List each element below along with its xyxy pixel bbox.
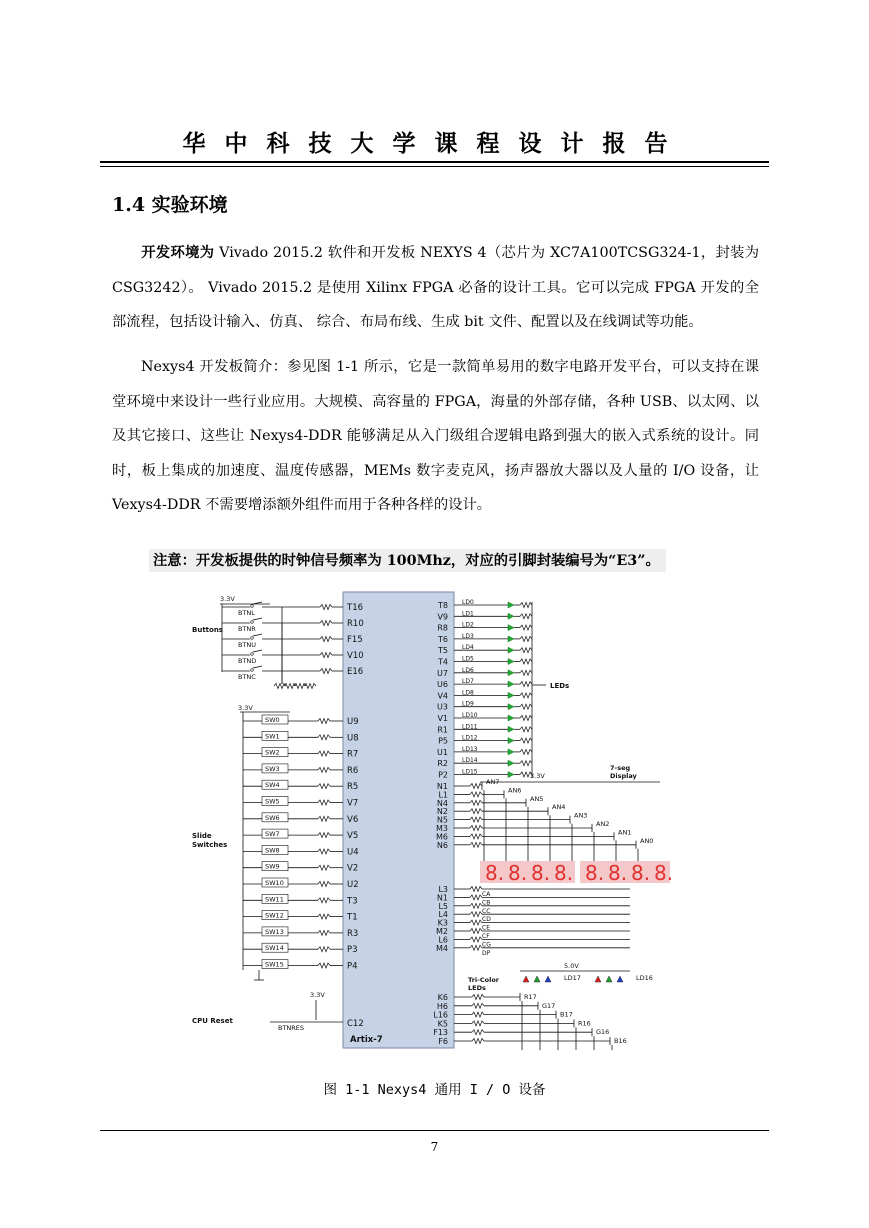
switch-pin: V6 — [347, 814, 359, 825]
section-title: 1.4 实验环境 — [112, 194, 228, 216]
button-pin: E16 — [347, 667, 364, 677]
group-label-switches: Switches — [192, 841, 228, 849]
switch-contact — [251, 653, 254, 656]
resistor-symbol — [470, 912, 482, 917]
button-pin: V10 — [347, 651, 364, 661]
resistor-symbol — [470, 792, 482, 797]
cathode-label: DP — [482, 949, 491, 957]
led-diode — [508, 726, 514, 732]
tricolor-label: G17 — [542, 1001, 556, 1010]
led-label: LD0 — [462, 599, 474, 606]
led-diode — [508, 692, 514, 698]
resistor-symbol — [318, 930, 330, 935]
led-diode — [508, 647, 514, 653]
switch-label: SW3 — [265, 764, 280, 773]
group-label-display: Display — [610, 772, 637, 780]
switch-pin: P3 — [347, 945, 358, 956]
resistor-symbol — [520, 682, 532, 687]
resistor-symbol — [470, 834, 482, 839]
switch-pin: T3 — [347, 896, 358, 907]
button-pin: F15 — [347, 635, 363, 645]
group-label-display: 7-seg — [610, 764, 631, 772]
resistor-symbol — [470, 809, 482, 814]
led-label: LD10 — [462, 712, 478, 719]
cathode-label: CB — [482, 899, 491, 907]
led-pin: R2 — [437, 759, 448, 769]
anode-pin: M6 — [436, 832, 448, 842]
led-pin: R1 — [437, 725, 448, 735]
resistor-symbol — [318, 833, 330, 838]
switch-label: SW1 — [265, 732, 280, 741]
resistor-symbol — [470, 895, 482, 900]
resistor-symbol — [520, 614, 532, 619]
led-pin: U3 — [437, 702, 448, 712]
paragraph-lead: 开发环境为 — [141, 245, 215, 261]
seven-seg-digit: 8. — [531, 861, 551, 885]
led-label: LD9 — [462, 700, 474, 708]
cathode-label: CD — [482, 916, 491, 924]
resistor-symbol — [318, 898, 330, 903]
switch-label: SW8 — [265, 846, 280, 855]
group-label-switches: Slide — [192, 832, 212, 840]
led-pin: T6 — [438, 634, 448, 644]
anode-pin: N2 — [436, 807, 448, 817]
switch-label: SW12 — [265, 911, 284, 920]
resistor-symbol — [520, 670, 532, 675]
paragraph-body: Nexys4 开发板简介：参见图 1-1 所示，它是一款简单易用的数字电路开发平台，可以支持在课堂环境中来设计一些行业应用。大规模、高容量的 FPGA，海量的外部存储，各种 USB、以太网、以及其它接口、这些让 Nexys4-DDR 能够满足从入门级组合逻辑电路到强大的嵌入式系统的设计。同时，板上集成的加速度、温度传感器，MEMs 数字麦克风，扬声器放大器以及人量的 I/O 设备，让 Vexys4-DDR 不需要增添额外组件而用于各种各样的设计。 — [112, 359, 759, 513]
anode-pin: N5 — [436, 815, 448, 825]
anode-label: AN7 — [486, 778, 500, 786]
led-diode — [508, 602, 514, 608]
resistor-symbol — [318, 784, 330, 789]
led-label: LD7 — [462, 678, 474, 686]
resistor-symbol — [520, 704, 532, 709]
switch-pin: U9 — [347, 717, 359, 727]
seven-seg-digit: 8. — [508, 861, 528, 885]
resistor-symbol — [472, 1030, 484, 1035]
anode-label: AN3 — [574, 811, 588, 820]
cathode-pin: N1 — [436, 893, 448, 903]
led-diode — [508, 636, 514, 642]
anode-pin: N6 — [436, 840, 448, 850]
resistor-symbol — [520, 761, 532, 766]
rgb-led-diode — [545, 976, 551, 982]
resistor-symbol — [320, 637, 332, 642]
led-label: LD4 — [462, 644, 474, 652]
switch-lever — [253, 666, 262, 668]
voltage-label: 3.3V — [220, 595, 235, 603]
led-diode — [508, 659, 514, 665]
led-diode — [508, 715, 514, 721]
paragraph-body: Vivado 2015.2 软件和开发板 NEXYS 4（芯片为 XC7A100TCSG324-1，封装为 CSG3242）。 Vivado 2015.2 是使用 Xilinx FPGA 必备的设计工具。它可以完成 FPGA 开发的全部流程，包括设计输入、仿真、 综合、布局布线、生成 bit 文件、配置以及在线调试等功能。 — [112, 245, 760, 330]
anode-label: AN6 — [508, 786, 522, 795]
anode-pin: N1 — [436, 782, 448, 791]
switch-lever — [253, 650, 262, 652]
resistor-symbol — [520, 738, 532, 743]
resistor-symbol — [320, 621, 332, 626]
led-pin: T4 — [438, 657, 448, 667]
resistor-symbol — [472, 1021, 484, 1026]
seven-seg-digit: 8. — [631, 861, 651, 885]
seven-seg-digit: 8. — [485, 861, 505, 885]
voltage-label: 3.3V — [238, 704, 253, 712]
voltage-label: 3.3V — [310, 991, 325, 999]
paragraph-environment — [112, 236, 759, 340]
resistor-symbol — [520, 625, 532, 630]
chip-label: Artix-7 — [350, 1035, 383, 1045]
tricolor-pin: K6 — [437, 993, 448, 1002]
switch-pin: U2 — [347, 880, 359, 890]
resistor-symbol — [318, 865, 330, 870]
led-label: LD11 — [462, 723, 478, 731]
page-number: 7 — [430, 1140, 439, 1154]
resistor-symbol — [470, 929, 482, 934]
switch-label: SW4 — [265, 781, 280, 790]
resistor-symbol — [318, 735, 330, 740]
clock-note: 注意：开发板提供的时钟信号频率为 100Mhz，对应的引脚封装编号为“E3”。 — [149, 549, 666, 572]
led-label: LD6 — [462, 666, 474, 674]
resistor-symbol — [320, 653, 332, 658]
rgb-led-diode — [595, 976, 601, 982]
group-label-tricolor: Tri-Color — [468, 976, 499, 984]
switch-label: SW9 — [265, 862, 280, 871]
switch-pin: R5 — [347, 782, 359, 793]
led-pin: V1 — [437, 714, 448, 723]
figure-caption: 图 1-1 Nexys4 通用 I / O 设备 — [323, 1082, 546, 1098]
led-diode — [508, 625, 514, 631]
resistor-symbol — [520, 693, 532, 698]
cathode-pin: M2 — [436, 927, 448, 936]
voltage-label: 3.3V — [530, 772, 545, 780]
resistor-symbol — [470, 903, 482, 908]
cathode-pin: L4 — [438, 910, 448, 920]
tricolor-label: R16 — [578, 1019, 591, 1028]
resistor-symbol — [470, 937, 482, 942]
resistor-symbol — [472, 1003, 484, 1008]
led-label: LD12 — [462, 734, 478, 742]
paragraph-nexys4 — [112, 350, 759, 523]
resistor-symbol — [318, 719, 330, 724]
resistor-symbol — [470, 826, 482, 831]
header-rule-thin — [100, 166, 769, 167]
switch-contact — [251, 605, 254, 608]
resistor-symbol — [470, 784, 482, 789]
led-pin: R8 — [437, 623, 448, 633]
tricolor-label: B16 — [614, 1037, 627, 1045]
tricolor-label: R17 — [524, 993, 537, 1001]
resistor-symbol — [318, 882, 330, 887]
led-label: LD1 — [462, 610, 474, 618]
cathode-label: CC — [482, 907, 491, 915]
switch-pin: V2 — [347, 863, 359, 874]
switch-label: SW15 — [265, 960, 284, 969]
resistor-symbol — [520, 716, 532, 721]
seven-seg-digit: 8. — [608, 861, 628, 885]
cathode-pin: K3 — [437, 918, 448, 928]
led-diode — [508, 681, 514, 687]
resistor-symbol — [318, 914, 330, 919]
led-label: LD15 — [462, 768, 478, 776]
switch-contact — [251, 669, 254, 672]
led-diode — [508, 738, 514, 744]
resistor-symbol — [470, 817, 482, 822]
switch-pin: U4 — [347, 847, 359, 858]
resistor-symbol — [318, 751, 330, 756]
switch-pin: R3 — [347, 928, 359, 939]
seven-seg-digit: 8. — [654, 861, 674, 885]
resistor-symbol — [520, 636, 532, 641]
voltage-label: 5.0V — [564, 962, 579, 970]
nexys4-io-figure — [190, 590, 680, 1050]
switch-label: SW0 — [265, 716, 280, 724]
led-pin: T5 — [438, 646, 448, 656]
tricolor-led-name: LD16 — [636, 974, 653, 982]
resistor-symbol — [318, 947, 330, 952]
resistor-symbol — [520, 749, 532, 754]
group-label-reset: CPU Reset — [192, 1017, 233, 1025]
switch-label: SW5 — [265, 797, 280, 806]
report-header: 华中科技大学课程设计报告 — [182, 130, 687, 157]
led-pin: T8 — [438, 601, 448, 610]
cathode-label: CE — [482, 924, 490, 932]
switch-label: SW7 — [265, 830, 280, 839]
led-label: LD3 — [462, 632, 474, 640]
switch-pin: R6 — [347, 765, 359, 776]
button-pin: R10 — [347, 619, 364, 629]
switch-label: SW10 — [265, 879, 284, 887]
rgb-led-diode — [606, 976, 612, 982]
cathode-pin: L5 — [438, 901, 448, 911]
resistor-symbol — [520, 648, 532, 653]
led-diode — [508, 613, 514, 619]
anode-pin: L1 — [438, 790, 448, 800]
footer-rule — [100, 1130, 769, 1131]
cathode-pin: M4 — [436, 943, 448, 953]
tricolor-label: G16 — [596, 1028, 610, 1037]
led-diode — [508, 670, 514, 676]
resistor-symbol — [470, 887, 482, 892]
tricolor-pin: L16 — [433, 1010, 448, 1020]
tricolor-pin: F13 — [433, 1028, 448, 1038]
led-pin: V4 — [437, 691, 448, 701]
resistor-symbol — [318, 963, 330, 968]
resistor-symbol — [318, 767, 330, 772]
rgb-led-diode — [523, 976, 529, 982]
led-label: LD13 — [462, 745, 478, 753]
resistor-symbol — [472, 1039, 484, 1044]
led-diode — [508, 704, 514, 710]
cathode-label: CG — [482, 941, 491, 949]
group-label-tricolor: LEDs — [468, 984, 486, 992]
anode-label: AN1 — [618, 828, 632, 837]
button-pin: T16 — [347, 603, 364, 613]
tricolor-pin: F6 — [438, 1037, 448, 1046]
led-diode — [508, 760, 514, 766]
cathode-pin: L6 — [438, 935, 448, 945]
led-label: LD2 — [462, 621, 474, 629]
button-label: BTNC — [238, 673, 256, 681]
switch-label: SW13 — [265, 927, 284, 936]
resistor-symbol — [470, 800, 482, 805]
switch-contact — [251, 621, 254, 624]
button-label: BTNU — [238, 641, 257, 649]
cathode-label: CF — [482, 933, 490, 940]
anode-pin: N4 — [436, 798, 448, 808]
led-label: LD5 — [462, 655, 474, 663]
seven-seg-digit: 8. — [554, 861, 574, 885]
led-diode — [508, 749, 514, 755]
led-diode — [508, 772, 514, 778]
resistor-symbol — [472, 1012, 484, 1017]
anode-label: AN5 — [530, 794, 544, 803]
resistor-symbol — [520, 659, 532, 664]
tricolor-label: B17 — [560, 1010, 573, 1019]
led-pin: P2 — [438, 770, 448, 780]
led-label: LD8 — [462, 689, 474, 697]
resistor-symbol — [520, 727, 532, 732]
io-schematic — [190, 590, 680, 1050]
resistor-symbol — [472, 995, 484, 1000]
switch-label: SW2 — [265, 748, 280, 757]
header-rule-thick — [100, 161, 769, 163]
led-pin: U7 — [437, 668, 448, 678]
cathode-label: CA — [482, 891, 491, 898]
led-pin: V9 — [437, 612, 448, 622]
resistor-symbol — [470, 945, 482, 950]
tricolor-led-name: LD17 — [564, 974, 581, 982]
resistor-symbol — [318, 849, 330, 854]
rgb-led-diode — [617, 976, 623, 982]
button-label: BTNR — [238, 625, 256, 633]
switch-label: SW14 — [265, 944, 284, 953]
tricolor-pin: H6 — [436, 1001, 448, 1011]
switch-label: SW6 — [265, 813, 280, 822]
resistor-symbol — [318, 816, 330, 821]
switch-lever — [253, 618, 262, 620]
led-label: LD14 — [462, 757, 478, 765]
anode-pin: M3 — [436, 824, 448, 833]
resistor-symbol — [470, 920, 482, 925]
button-label: BTNL — [238, 609, 255, 617]
resistor-symbol — [318, 800, 330, 805]
resistor-symbol — [520, 603, 532, 608]
resistor-symbol — [320, 605, 332, 610]
led-pin: U1 — [437, 747, 448, 757]
resistor-symbol — [470, 842, 482, 847]
seven-seg-digit: 8. — [585, 861, 605, 885]
switch-pin: P4 — [347, 961, 358, 972]
switch-pin: U8 — [347, 733, 359, 744]
reset-label: BTNRES — [278, 1024, 305, 1032]
tricolor-pin: K5 — [437, 1019, 448, 1029]
switch-pin: V7 — [347, 798, 359, 809]
button-label: BTND — [238, 657, 257, 665]
switch-pin: V5 — [347, 831, 359, 842]
reset-pin: C12 — [347, 1019, 364, 1029]
rgb-led-diode — [534, 976, 540, 982]
anode-label: AN4 — [552, 803, 566, 812]
resistor-symbol — [320, 669, 332, 674]
group-label-buttons: Buttons — [192, 626, 223, 634]
switch-lever — [253, 634, 262, 636]
group-label-leds: LEDs — [550, 682, 570, 690]
switch-pin: R7 — [347, 749, 359, 760]
switch-label: SW11 — [265, 895, 284, 904]
switch-contact — [251, 637, 254, 640]
switch-pin: T1 — [347, 912, 358, 923]
led-pin: P5 — [438, 736, 448, 746]
anode-label: AN0 — [640, 836, 654, 845]
led-pin: U6 — [437, 680, 448, 690]
cathode-pin: L3 — [438, 885, 448, 894]
anode-label: AN2 — [596, 820, 610, 828]
